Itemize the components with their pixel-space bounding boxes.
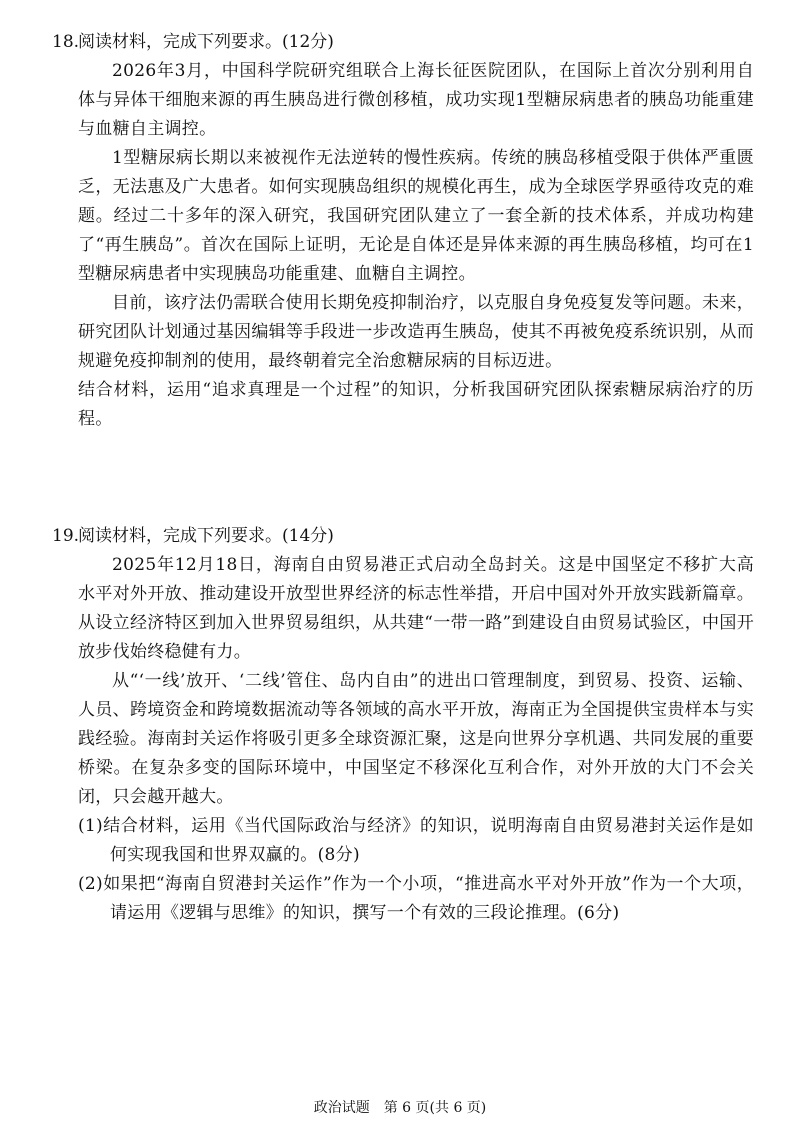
question-19-heading [52,522,754,551]
question-19-sub-question-2: (2)如果把“海南自贸港封关运作”作为一个小项，“推进高水平对外开放”作为一个大项，请运用《逻辑与思维》的知识，撰写一个有效的三段论推理。(6分) [78,874,754,923]
question-19-title: 阅读材料，完成下列要求。(14分) [78,526,334,546]
question-19 [52,522,754,928]
question-19-paragraph-2: 从“‘一线’放开、‘二线’管住、岛内自由”的进出口管理制度，到贸易、投资、运输、人员、跨境资金和跨境数据流动等各领域的高水平开放，海南正为全国提供宝贵样本与实践经验。海南封关运作将吸引更多全球资源汇聚，这是向世界分享机遇、共同发展的重要桥梁。在复杂多变的国际环境中，中国坚定不移深化互利合作，对外开放的大门不会关闭，只会越开越大。 [78,671,754,807]
question-18-number: 18. [52,32,80,52]
question-18-paragraph-2: 1型糖尿病长期以来被视作无法逆转的慢性疾病。传统的胰岛移植受限于供体严重匮乏，无法惠及广大患者。如何实现胰岛组织的规模化再生，成为全球医学界亟待攻克的难题。经过二十多年的深入研究，我国研究团队建立了一套全新的技术体系，并成功构建了“再生胰岛”。首次在国际上证明，无论是自体还是异体来源的再生胰岛移植，均可在1型糖尿病患者中实现胰岛功能重建、血糖自主调控。 [78,148,754,284]
question-18-heading [52,28,754,57]
question-18 [52,28,754,434]
page-footer: 政治试题 第 6 页(共 6 页) [313,1100,487,1116]
question-18-title: 阅读材料，完成下列要求。(12分) [78,32,334,52]
question-18-paragraph-3: 目前，该疗法仍需联合使用长期免疫抑制治疗，以克服自身免疫复发等问题。未来，研究团队计划通过基因编辑等手段进一步改造再生胰岛，使其不再被免疫系统识别，从而规避免疫抑制剂的使用，最终朝着完全治愈糖尿病的目标迈进。 [78,293,754,371]
question-18-paragraph-1: 2026年3月，中国科学院研究组联合上海长征医院团队，在国际上首次分别利用自体与异体干细胞来源的再生胰岛进行微创移植，成功实现1型糖尿病患者的胰岛功能重建与血糖自主调控。 [78,61,754,139]
question-19-paragraph-1: 2025年12月18日，海南自由贸易港正式启动全岛封关。这是中国坚定不移扩大高水平对外开放、推动建设开放型世界经济的标志性举措，开启中国对外开放实践新篇章。从设立经济特区到加入世界贸易组织，从共建“一带一路”到建设自由贸易试验区，中国开放步伐始终稳健有力。 [78,555,754,662]
question-19-sub-question-1: (1)结合材料，运用《当代国际政治与经济》的知识，说明海南自由贸易港封关运作是如何实现我国和世界双赢的。(8分) [78,816,754,865]
question-18-prompt: 结合材料，运用“追求真理是一个过程”的知识，分析我国研究团队探索糖尿病治疗的历程。 [78,380,754,429]
question-19-number: 19. [52,526,80,546]
